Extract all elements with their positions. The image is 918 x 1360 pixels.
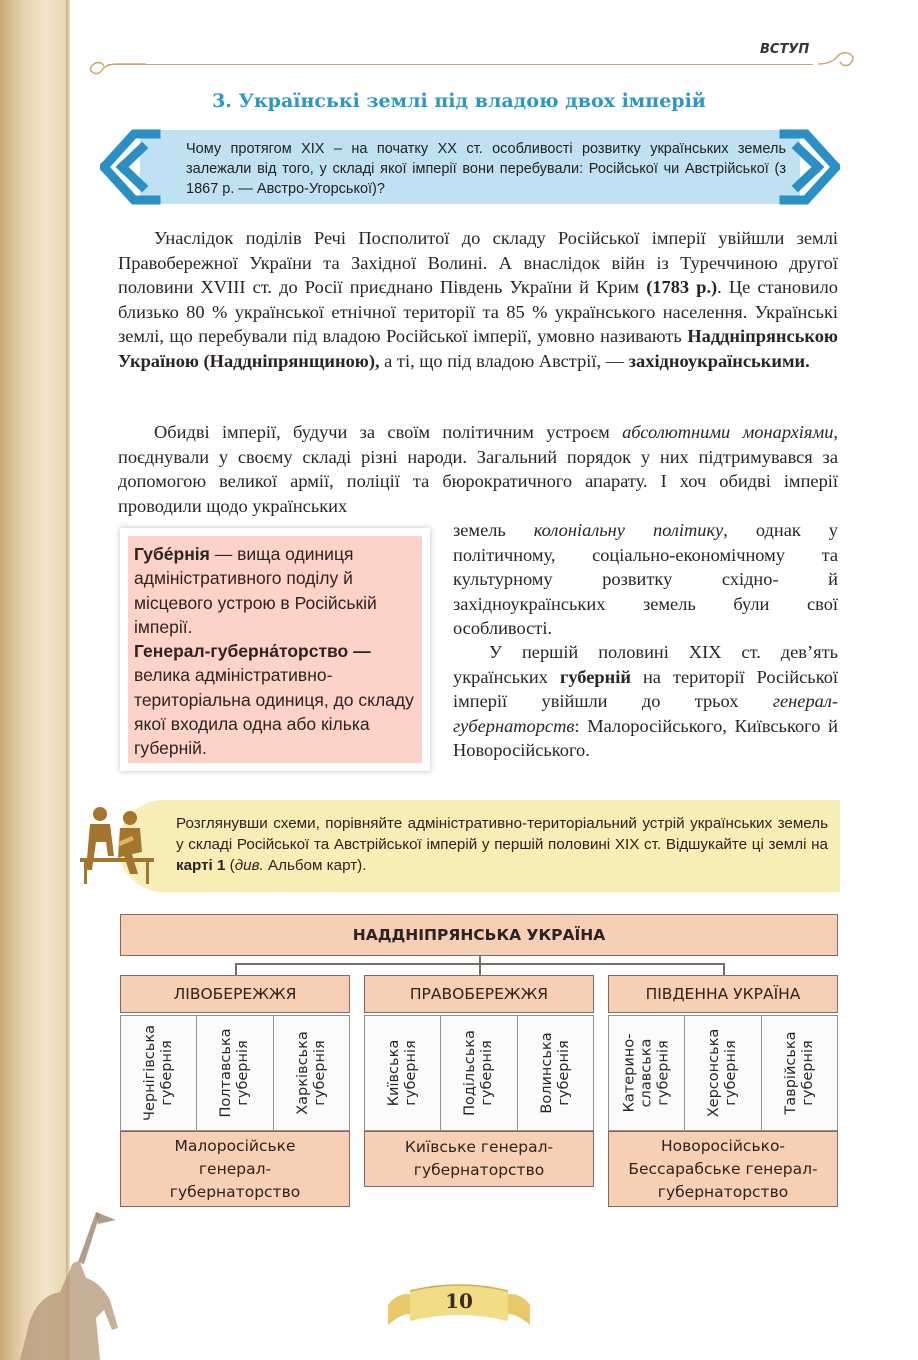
gubernia-tavriia: Таврійська губернія	[761, 1015, 838, 1131]
paragraph-1-run: (1783 р.)	[646, 277, 718, 297]
definition-general-governorate: Генерал-губерна́торство — велика адміністративно-територіальна одиниця, до складу якої входила одна або кілька губерній.	[134, 641, 414, 759]
paragraph-2-continued-run: колоніальну політику	[533, 520, 724, 540]
gubernia-volyn: Волинська губернія	[517, 1015, 594, 1131]
paragraph-1	[118, 226, 838, 373]
paragraph-1-run: західноукраїнськими.	[628, 350, 810, 371]
paragraph-2-run: , поєднували у своєму складі різні народи. Загальний порядок у них підтримувався за допомогою великої армії, поліції та бюрократичного апарату. І хоч обидві імперії проводили щодо українських	[118, 422, 839, 516]
connector-right	[723, 963, 725, 975]
paragraph-2-continued-run: земель	[453, 520, 534, 540]
gubernia-kharkiv: Харківська губернія	[273, 1015, 350, 1131]
paragraph-3-run: на території Російської імперії увійшли до трьох	[453, 666, 838, 711]
region-pravoberezhzhia: ПРАВОБЕРЕЖЖЯ	[364, 975, 594, 1013]
task-run: див.	[234, 857, 264, 874]
paragraph-1-run: Унаслідок поділів Речі Посполитої до складу Російської імперії увійшли землі Правобережної України та Західної Волині. А внаслідок війн із Туреччиною другої половини XVIII ст. до Росії приєднано Південь України й Крим	[118, 228, 838, 297]
region-pivdenna-ukraina: ПІВДЕННА УКРАЇНА	[608, 975, 838, 1013]
paragraph-2-run: абсолютними монархіями	[622, 422, 834, 442]
task-text	[176, 813, 828, 876]
diagram-top-naddniprianska: НАДДНІПРЯНСЬКА УКРАЇНА	[120, 914, 838, 956]
gubernia-poltava: Полтавська губернія	[196, 1015, 274, 1131]
page-number: 10	[445, 1289, 473, 1313]
paragraph-1-run: . Це становило близько 80 % української етнічної території та 85 % українського населення. Українські землі, що перебували під владою Російської імперії, умовно називають	[118, 277, 838, 346]
section-label: ВСТУП	[760, 42, 810, 57]
gubernia-chernihiv: Чернігівська губернія	[120, 1015, 197, 1131]
paragraph-3-run: губерній	[559, 666, 631, 687]
gubernia-katerynoslav: Катеринославська губернія	[608, 1015, 685, 1131]
header-end-ornament-icon	[816, 46, 856, 72]
task-run: Альбом карт).	[263, 857, 367, 874]
task-run: Розглянувши схеми, порівняйте адміністративно-територіальний устрій українських земель у складі Російської та Австрійської імперій у першій половині XIX ст. Відшукайте ці землі на	[176, 815, 828, 853]
task-run: карті 1	[176, 857, 226, 874]
paragraph-3-run: У першій половині XIX ст. дев’ять українських	[453, 642, 838, 687]
spine-edge	[66, 0, 70, 1360]
paragraph-1-run: Наддніпрянською Україною (Наддніпрянщиною),	[118, 326, 838, 371]
region-livoberezhzhia: ЛІВОБЕРЕЖЖЯ	[120, 975, 350, 1013]
page-title: 3. Українські землі під владою двох імперій	[212, 90, 706, 112]
gubernia-podillia: Подільська губернія	[440, 1015, 518, 1131]
header-rule	[108, 64, 813, 65]
paragraph-1-run: а ті, що під владою Австрії, —	[379, 350, 629, 371]
connector-middle	[479, 963, 481, 975]
gubernia-kyiv: Київська губернія	[364, 1015, 441, 1131]
question-text: Чому протягом XIX – на початку XX ст. особливості розвитку українських земель залежали від того, у складі якої імперії вони перебували: Російської чи Австрійської (з 1867 р. — Австро-Угорської)?	[186, 141, 786, 197]
gubernia-kherson: Херсонська губернія	[684, 1015, 762, 1131]
paragraph-2	[118, 420, 838, 518]
paragraph-3-run: генерал-губернаторств	[453, 691, 838, 736]
gg-kyivske: Київське генерал-губернаторство	[364, 1131, 594, 1187]
paragraph-2-continued-run: , однак у політичному, соціально-економічному та культурному розвитку східно- й західноукраїнських земель були свої особливості.	[453, 520, 838, 638]
definition-text	[134, 542, 414, 761]
gg-novorosiisko-bessarabske: Новоросійсько-Бессарабське генерал-губернаторство	[608, 1131, 838, 1207]
paragraph-3-run: : Малоросійського, Київського й Новоросійського.	[453, 715, 838, 760]
decorative-spine	[0, 0, 66, 1360]
task-run: (	[225, 857, 235, 874]
paragraph-2-continued	[453, 518, 838, 641]
paragraph-2-run: Обидві імперії, будучи за своїм політичним устроєм	[154, 422, 623, 442]
connector-left	[235, 963, 237, 975]
paragraph-3	[453, 640, 838, 763]
cossack-rider-icon	[0, 1200, 140, 1360]
gg-malorosiiske: Малоросійське генерал-губернаторство	[120, 1131, 350, 1207]
scholars-reading-icon	[72, 796, 162, 896]
definition-gubernia: Губе́рнія — вища одиниця адміністративного поділу й місцевого устрою в Російській імперії.	[134, 544, 377, 637]
